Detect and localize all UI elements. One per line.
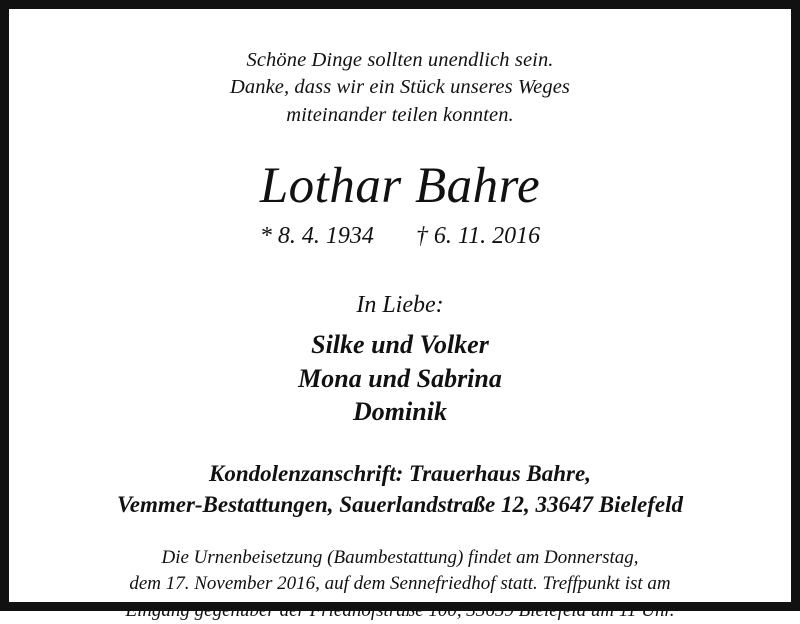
motto-line-3: miteinander teilen konnten. bbox=[286, 103, 514, 126]
life-dates bbox=[260, 223, 540, 250]
condolence-line-2: Vemmer-Bestattungen, Sauerlandstraße 12, 33647 Bielefeld bbox=[116, 491, 684, 517]
notice-line-3: Eingang gegenüber der Friedhofstraße 100, 33659 Bielefeld um 11 Uhr. bbox=[125, 599, 675, 621]
birth-date: * 8. 4. 1934 bbox=[259, 223, 374, 250]
condolence-line-1: Kondolenzanschrift: Trauerhaus Bahre, bbox=[209, 461, 591, 486]
family-line-1: Silke und Volker bbox=[311, 330, 489, 360]
motto-line-2: Danke, dass wir ein Stück unseres Weges bbox=[229, 76, 570, 99]
family-line-3: Dominik bbox=[353, 397, 447, 427]
motto-line-1: Schöne Dinge sollten unendlich sein. bbox=[246, 49, 554, 71]
funeral-notice bbox=[126, 545, 675, 624]
motto-block bbox=[230, 47, 570, 129]
death-date: † 6. 11. 2016 bbox=[415, 223, 541, 250]
notice-line-1: Die Urnenbeisetzung (Baumbestattung) findet am Donnerstag, bbox=[161, 547, 639, 569]
family-block bbox=[298, 328, 502, 429]
family-line-2: Mona und Sabrina bbox=[298, 363, 502, 393]
in-love-label: In Liebe: bbox=[356, 292, 444, 319]
condolence-address bbox=[117, 459, 683, 520]
notice-line-2: dem 17. November 2016, auf dem Sennefriedhof statt. Treffpunkt ist am bbox=[129, 573, 671, 595]
deceased-name: Lothar Bahre bbox=[259, 158, 541, 215]
